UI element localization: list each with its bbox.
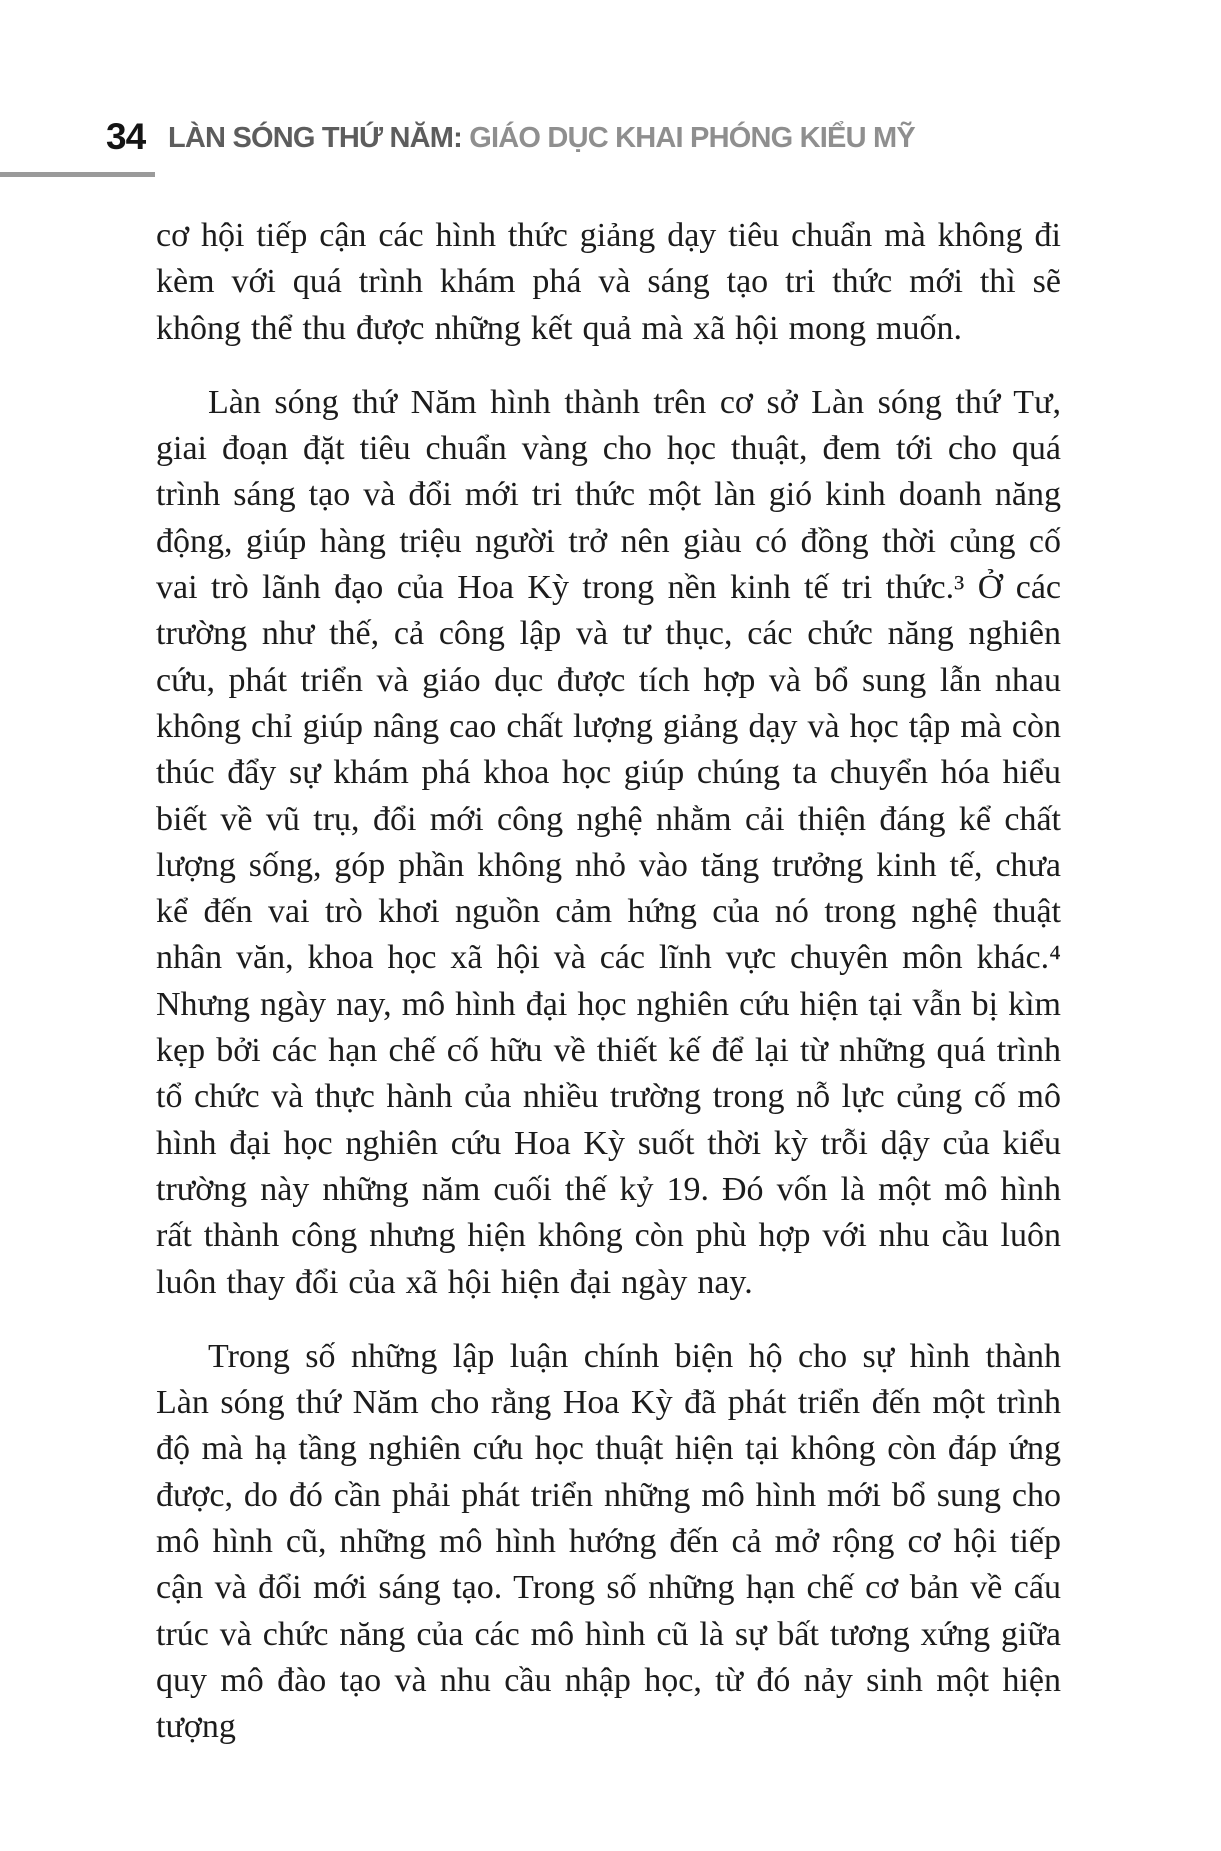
paragraph: Trong số những lập luận chính biện hộ cho sự hình thành Làn sóng thứ Năm cho rằng Hoa Kỳ đã phát triển đến một trình độ mà hạ tầng nghiên cứu học thuật hiện tại không còn đáp ứng được, do đó cần phải phát triển những mô hình mới bổ sung cho mô hình cũ, những mô hình hướng đến cả mở rộng cơ hội tiếp cận và đổi mới sáng tạo. Trong số những hạn chế cơ bản về cấu trúc và chức năng của các mô hình cũ là sự bất tương xứng giữa quy mô đào tạo và nhu cầu nhập học, từ đó nảy sinh một hiện tượng (156, 1337, 1061, 1746)
running-title-subtitle: GIÁO DỤC KHAI PHÓNG KIỂU MỸ (462, 122, 915, 154)
running-title (168, 124, 915, 153)
running-header (0, 116, 1221, 166)
page-number: 34 (106, 116, 146, 157)
paragraph: cơ hội tiếp cận các hình thức giảng dạy tiêu chuẩn mà không đi kèm với quá trình khám phá và sáng tạo tri thức mới thì sẽ không thể thu được những kết quả mà xã hội mong muốn. (156, 217, 1061, 347)
header-rule (0, 172, 155, 177)
body-text (156, 213, 1061, 1779)
paragraph: Làn sóng thứ Năm hình thành trên cơ sở Làn sóng thứ Tư, giai đoạn đặt tiêu chuẩn vàng cho học thuật, đem tới cho quá trình sáng tạo và đổi mới tri thức một làn gió kinh doanh năng động, giúp hàng triệu người trở nên giàu có đồng thời củng cố vai trò lãnh đạo của Hoa Kỳ trong nền kinh tế tri thức.³ Ở các trường như thế, cả công lập và tư thục, các chức năng nghiên cứu, phát triển và giáo dục được tích hợp và bổ sung lẫn nhau không chỉ giúp nâng cao chất lượng giảng dạy và học tập mà còn thúc đẩy sự khám phá khoa học giúp chúng ta chuyển hóa hiểu biết về vũ trụ, đổi mới công nghệ nhằm cải thiện đáng kể chất lượng sống, góp phần không nhỏ vào tăng trưởng kinh tế, chưa kể đến vai trò khơi nguồn cảm hứng của nó trong nghệ thuật nhân văn, khoa học xã hội và các lĩnh vực chuyên môn khác.⁴ Nhưng ngày nay, mô hình đại học nghiên cứu hiện tại vẫn bị kìm kẹp bởi các hạn chế cố hữu về thiết kế để lại từ những quá trình tổ chức và thực hành của nhiều trường trong nỗ lực củng cố mô hình đại học nghiên cứu Hoa Kỳ suốt thời kỳ trỗi dậy của kiểu trường này những năm cuối thế kỷ 19. Đó vốn là một mô hình rất thành công nhưng hiện không còn phù hợp với nhu cầu luôn luôn thay đổi của xã hội hiện đại ngày nay. (156, 383, 1061, 1301)
running-title-book: LÀN SÓNG THỨ NĂM: (168, 122, 462, 154)
